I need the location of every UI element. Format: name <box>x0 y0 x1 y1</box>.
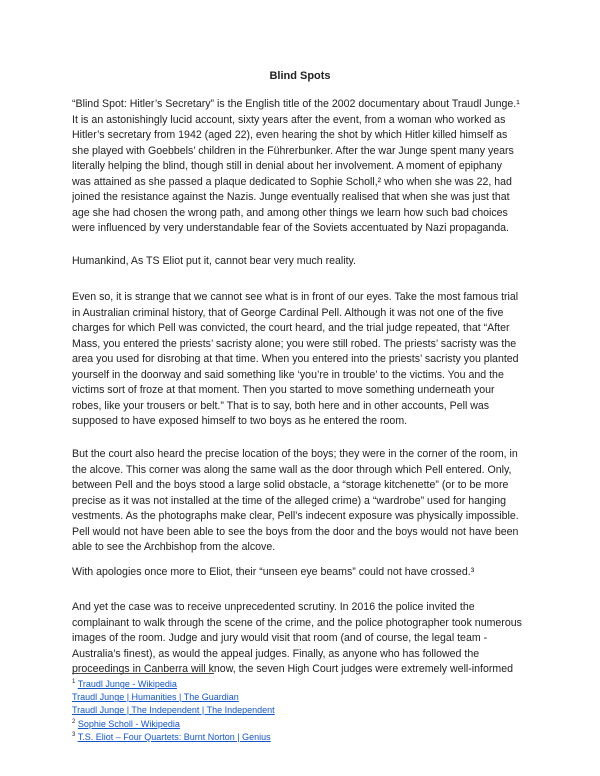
text-line: But the court also heard the precise location of the boys; they were in the corner of the room, in <box>72 448 518 460</box>
text-line: With apologies once more to Eliot, their “unseen eye beams” could not have crossed.³ <box>72 566 475 578</box>
footnotes <box>72 678 532 744</box>
text-line: Mass, you entered the priests’ sacristy alone; you were still robed. The priests’ sacristy was the <box>72 337 517 350</box>
text-line: in Australian criminal history, that of George Cardinal Pell. Although it was not one of the five <box>72 306 504 319</box>
text-line: Pell would not have been able to see the boys from the door and the boys would not have been <box>72 525 519 538</box>
text-line: charges for which Pell was convicted, the court heard, and the trial judge repeated, that “After <box>72 322 510 334</box>
text-line: was attained as she passed a plaque dedicated to Sophie Scholl,² who when she was 22, had <box>72 175 512 188</box>
text-line: age she had chosen the wrong path, and among other things we learn how such bad choices <box>72 206 508 219</box>
text-line: complainant to walk through the scene of the crime, and the police photographer took numerous <box>72 616 522 629</box>
text-line: area you used for disrobing at that time. When you entered into the priests’ sacristy you planted <box>72 353 519 365</box>
paragraph-3 <box>72 290 532 430</box>
footnote-link[interactable]: Traudl Junge | The Independent | The Independent <box>72 705 275 716</box>
paragraph-6 <box>72 600 532 678</box>
paragraph-4 <box>72 447 532 556</box>
footnote-link[interactable]: Sophie Scholl - Wikipedia <box>77 718 180 729</box>
footnote-link[interactable]: Traudl Junge - Wikipedia <box>77 679 177 689</box>
text-line: vestments. As the photographs make clear, Pell’s indecent exposure was physically impossible. <box>72 510 519 522</box>
text-line: images of the room. Judge and jury would visit that room (and of course, the legal team - <box>72 632 488 644</box>
text-line: Hitler’s secretary from 1942 (aged 22), even hearing the shot by which Hitler killed himself as <box>72 129 508 141</box>
text-line: she played with Goebbels’ children in the Führerbunker. After the war Junge spent many years <box>72 144 514 157</box>
text-line: Even so, it is strange that we cannot see what is in front of our eyes. Take the most famous trial <box>72 291 519 303</box>
paragraph-1 <box>72 97 532 237</box>
text-line: “Blind Spot: Hitler’s Secretary” is the English title of the 2002 documentary about Traudl Junge.¹ <box>72 98 520 110</box>
text-line: And yet the case was to receive unprecedented scrutiny. In 2016 the police invited the <box>72 601 475 613</box>
footnote-1c <box>72 704 532 717</box>
footnote-1b <box>72 691 532 704</box>
text-line: robes, like your trousers or belt.” That is to say, both here and in other accounts, Pell was <box>72 399 490 412</box>
footnote-marker: 3 <box>72 731 76 738</box>
paragraph-5 <box>72 565 532 581</box>
paragraph-2 <box>72 254 532 270</box>
footnote-2 <box>72 718 532 731</box>
footnote-marker: 2 <box>72 718 76 725</box>
text-line: victims sort of froze at that moment. Then you started to move something underneath your <box>72 384 495 396</box>
text-line: were influenced by very understandable fear of the Soviets accentuated by Nazi propaganda. <box>72 222 509 234</box>
text-line: supposed to have exposed himself to two boys as he entered the room. <box>72 415 408 427</box>
text-line: precise as it was not installed at the time of the alleged crime) a “wardrobe” used for hanging <box>72 494 506 507</box>
text-line: Humankind, As TS Eliot put it, cannot bear very much reality. <box>72 255 357 267</box>
footnote-marker: 1 <box>72 679 76 685</box>
text-line: Australia’s finest), as would the appeal judges. Finally, as anyone who has followed the <box>72 647 480 660</box>
footnote-link[interactable]: T.S. Eliot – Four Quartets: Burnt Norton | Genius <box>77 731 271 742</box>
document-title: Blind Spots <box>269 70 331 82</box>
footnote-link[interactable]: Traudl Junge | Humanities | The Guardian <box>72 692 239 703</box>
text-line: able to see the Archbishop from the alcove. <box>72 541 276 553</box>
text-line: yourself in the doorway and said something like ‘you’re in trouble’ to the victims. You and the <box>72 368 504 381</box>
text-line: joined the resistance against the Nazis. Junge eventually realised that when she was just that <box>72 191 510 203</box>
text-line: the alcove. This corner was along the same wall as the door through which Pell entered. Only, <box>72 463 512 476</box>
text-line: literally helping the blind, though still in denial about her involvement. A moment of epiphany <box>72 160 502 172</box>
footnote-separator <box>72 673 214 674</box>
text-line: It is an astonishingly lucid account, sixty years after the event, from a woman who worked as <box>72 113 506 126</box>
text-line: proceedings in Canberra will know, the seven High Court judges were extremely well-informed <box>72 663 514 675</box>
footnote-1 <box>72 678 532 691</box>
footnote-3 <box>72 731 532 744</box>
text-line: between Pell and the boys stood a large solid obstacle, a “storage kitchenette” (or to be more <box>72 479 509 491</box>
